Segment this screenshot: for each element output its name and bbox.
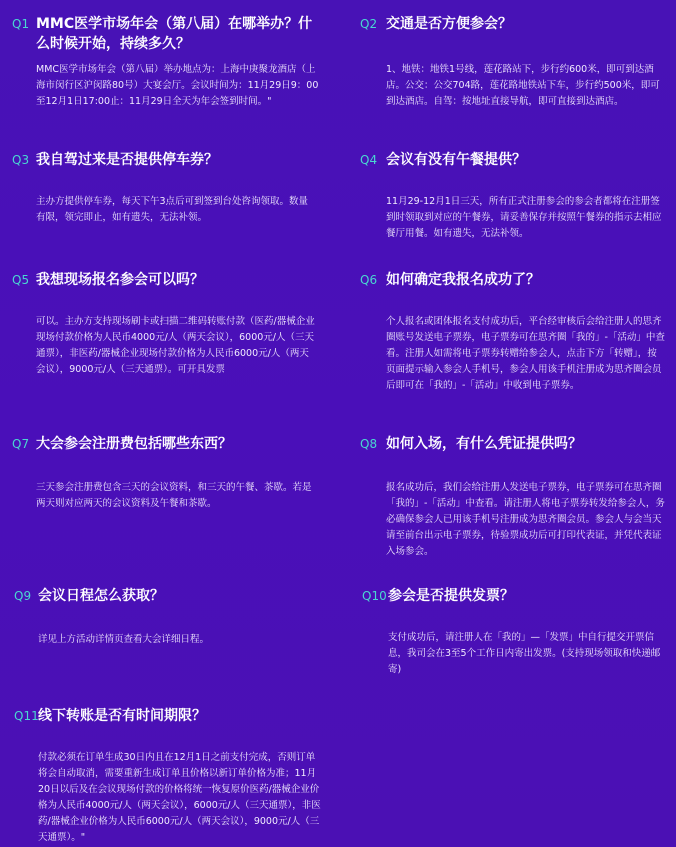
question-title: 我想现场报名参会可以吗？ (36, 272, 204, 288)
question-title: 如何入场，有什么凭证提供吗？ (386, 436, 582, 452)
question-number: Q9 (14, 589, 32, 603)
answer-text: 个人报名或团体报名支付成功后，平台经审核后会给注册人的思齐圈账号发送电子票券，电子票券可在思齐圈「我的」-「活动」中查看。注册人如需将电子票券转赠给参会人，点击下方「转赠」，按页面提示输入参会人手机号，参会人用该手机注册成为思齐圈会员后即可在「我的」-「活动」中收到电子票券。 (386, 316, 665, 391)
question-number: Q11 (14, 709, 39, 723)
faq-item-q11 (14, 706, 324, 846)
answer-text: 支付成功后，请注册人在「我的」—「发票」中自行提交开票信息，我司会在3至5个工作日内寄出发票。(支持现场领取和快递邮寄) (388, 632, 661, 675)
question-number: Q4 (360, 153, 378, 167)
faq-item-q5 (12, 270, 322, 400)
answer-text: 报名成功后，我们会给注册人发送电子票券，电子票券可在思齐圈「我的」-「活动」中查看。请注册人将电子票券转发给参会人，务必确保参会人已用该手机号注册成为思齐圈会员。参会人与会当天请至前台出示电子票券，待验票成功后可打印代表证，并凭代表证入场参会。 (386, 482, 665, 557)
question-number: Q2 (360, 17, 378, 31)
question-title: 会议日程怎么获取？ (38, 588, 164, 604)
question-title: 参会是否提供发票？ (388, 588, 514, 604)
question-title: 我自驾过来是否提供停车券？ (36, 152, 218, 168)
question-number: Q8 (360, 437, 378, 451)
question-number: Q5 (12, 273, 30, 287)
question-title: 如何确定我报名成功了？ (386, 272, 540, 288)
answer-text: 付款必须在订单生成30日内且在12月1日之前支付完成，否则订单将会自动取消，需要重新生成订单且价格以新订单价格为准；11月20日以后及在会议现场付款的价格将统一恢复原价医药/器械企业价格为人民币4000元/人（两天会议），6000元/人（三天通票），非医药/器械企业价格为人民币6000元/人（两天会议），9000元/人（三天通票）。" (38, 752, 321, 843)
question-title: MMC医学市场年会（第八届）在哪举办？什么时候开始，持续多久？ (36, 16, 313, 52)
question-number: Q10 (362, 589, 387, 603)
question-number: Q6 (360, 273, 378, 287)
question-title: 大会参会注册费包括哪些东西？ (36, 436, 232, 452)
answer-text: MMC医学市场年会（第八届）举办地点为：上海中庚聚龙酒店（上海市闵行区沪闵路80号）大宴会厅。会议时间为：11月29日9：00至12月1日17:00止：11月29日全天为年会签到时间。" (36, 64, 319, 107)
faq-item-q1 (12, 14, 322, 134)
question-number: Q7 (12, 437, 30, 451)
answer-text: 三天参会注册费包含三天的会议资料，和三天的午餐、茶歇。若是两天则对应两天的会议资料及午餐和茶歇。 (36, 482, 312, 509)
faq-item-q9 (14, 586, 324, 656)
answer-text: 11月29-12月1日三天，所有正式注册参会的参会者都将在注册签到时领取到对应的午餐券，请妥善保存并按照午餐券的指示去相应餐厅用餐。如有遗失，无法补领。 (386, 196, 662, 239)
faq-item-q7 (12, 434, 322, 524)
faq-item-q8 (360, 434, 666, 564)
faq-item-q3 (12, 150, 322, 240)
answer-text: 可以。主办方支持现场刷卡或扫描二维码转账付款（医药/器械企业现场付款价格为人民币4000元/人（两天会议），6000元/人（三天通票），非医药/器械企业现场付款价格为人民币6000元/人（两天会议），9000元/人（三天通票）。可开具发票 (36, 316, 315, 375)
question-number: Q3 (12, 153, 30, 167)
question-title: 交通是否方便参会？ (386, 16, 512, 32)
question-title: 线下转账是否有时间期限？ (38, 708, 206, 724)
faq-item-q4 (360, 150, 666, 250)
answer-text: 主办方提供停车券，每天下午3点后可到签到台处咨询领取。数量有限，领完即止，如有遗失，无法补领。 (36, 196, 309, 223)
question-title: 会议有没有午餐提供？ (386, 152, 526, 168)
answer-text: 详见上方活动详情页查看大会详细日程。 (38, 634, 210, 645)
faq-item-q6 (360, 270, 666, 420)
faq-item-q10 (362, 586, 666, 686)
faq-item-q2 (360, 14, 666, 134)
answer-text: 1、地铁：地铁1号线，莲花路站下，步行约600米，即可到达酒店。公交：公交704路，莲花路地铁站下车，步行约500米，即可到达酒店。自驾：按地址直接导航，即可直接到达酒店。 (386, 64, 660, 107)
question-number: Q1 (12, 17, 30, 31)
